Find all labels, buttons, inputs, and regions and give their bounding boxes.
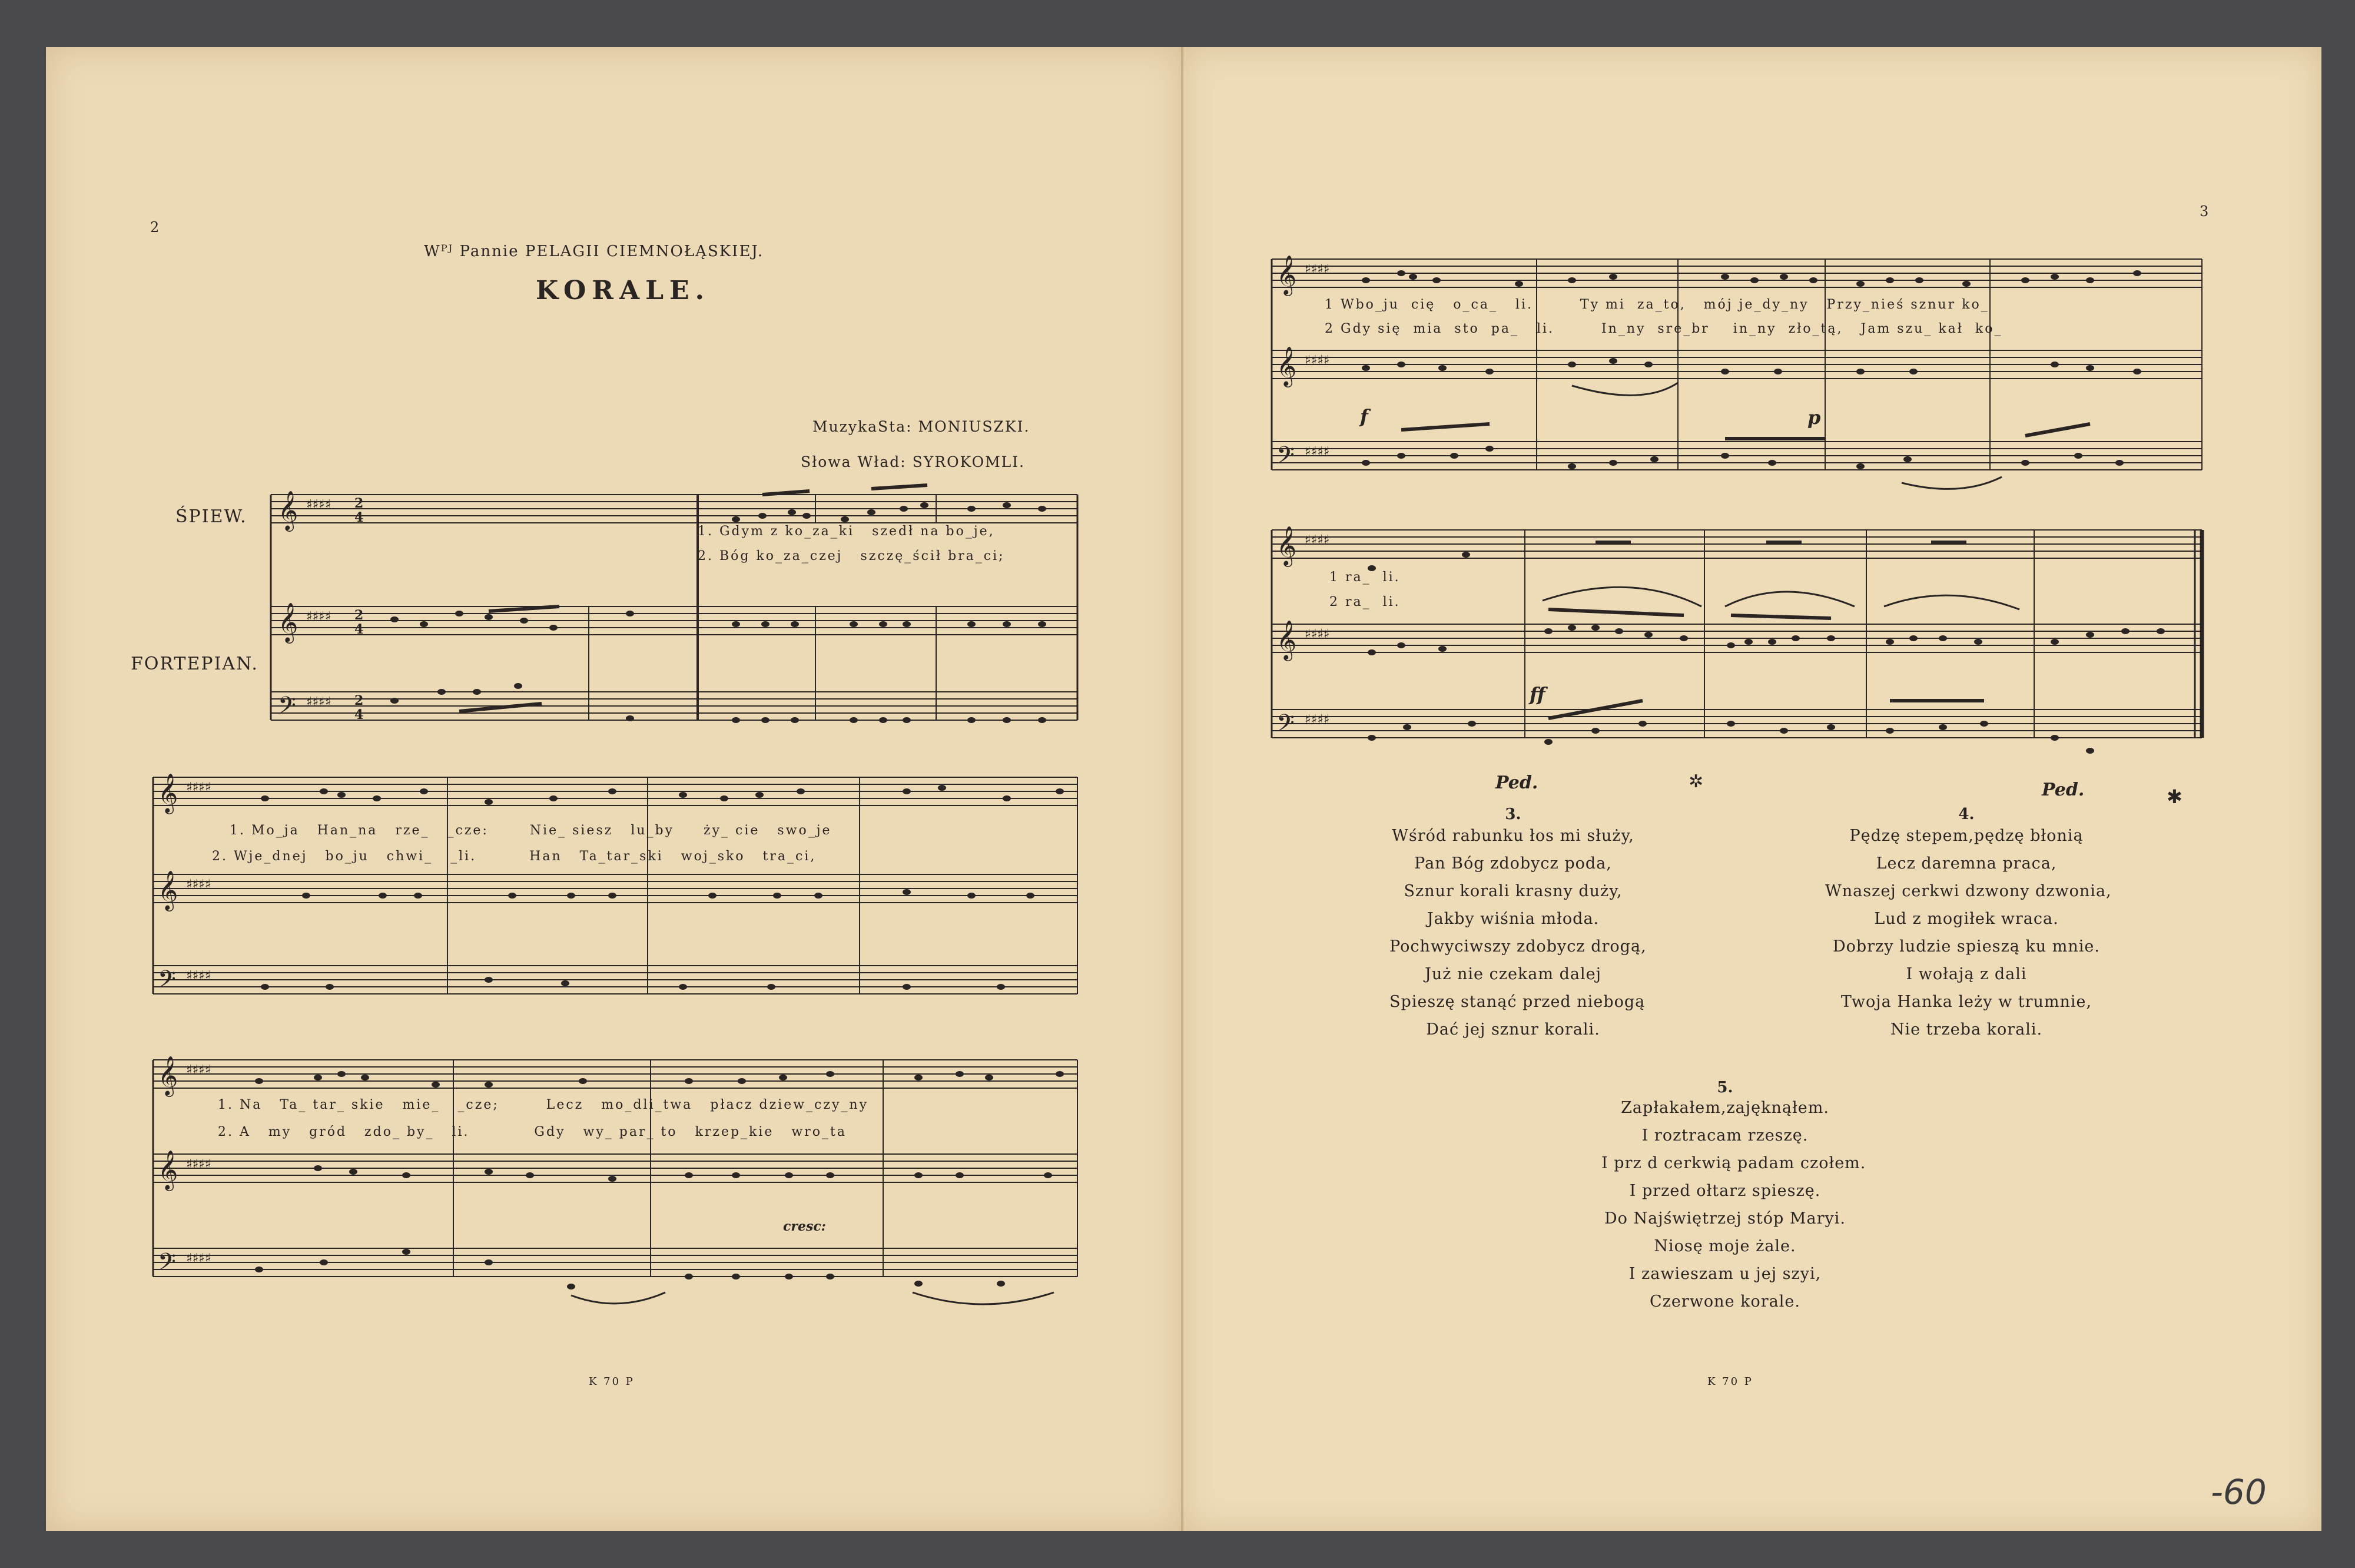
dynamic-p: p	[1807, 406, 1821, 429]
svg-text:♯♯♯♯: ♯♯♯♯	[186, 877, 211, 892]
svg-text:♯♯♯♯: ♯♯♯♯	[1305, 353, 1330, 368]
score-system-2-left	[147, 765, 1089, 1025]
svg-text:𝄞: 𝄞	[1276, 525, 1297, 565]
svg-text:♯♯♯♯: ♯♯♯♯	[306, 695, 331, 710]
svg-text:𝄞: 𝄞	[158, 1055, 178, 1095]
svg-text:♯♯♯♯: ♯♯♯♯	[186, 1157, 211, 1172]
svg-text:♯♯♯♯: ♯♯♯♯	[1305, 533, 1330, 548]
verse-line: Niosę moje żale.	[1654, 1237, 1796, 1255]
lyrics-line-2: 2. Bóg ko_za_czej szczę_ścił bra_ci;	[698, 549, 1005, 563]
verse-line: Już nie czekam dalej	[1425, 965, 1601, 983]
pedal-mark-1: Ped.	[1495, 773, 1538, 793]
dedication: Wᴾᴶ Pannie PELAGII CIEMNOŁĄSKIEJ.	[424, 243, 764, 260]
verse-line: Nie trzeba korali.	[1890, 1020, 2043, 1039]
pedal-release-icon: ✲	[1689, 771, 1704, 792]
page-title: KORALE.	[536, 276, 710, 306]
svg-text:♯♯♯♯: ♯♯♯♯	[1305, 712, 1330, 727]
verse-number: 5.	[1717, 1079, 1733, 1096]
svg-text:2: 2	[354, 608, 364, 623]
lyrics-line-8: 2 Gdy się mia sto pa_ li. In_ny sre_br in_ny zło_tą, Jam szu_ kał ko_	[1325, 321, 2003, 336]
lyrics-line-7: 1 Wbo_ju cię o_ca_ li. Ty mi za_to, mój je_dy_ny Przy_nieś sznur ko_	[1325, 297, 1989, 312]
svg-text:♯♯♯♯: ♯♯♯♯	[1305, 627, 1330, 642]
svg-text:𝄞: 𝄞	[1276, 346, 1297, 386]
svg-text:♯♯♯♯: ♯♯♯♯	[1305, 445, 1330, 459]
cresc-marking: cresc:	[783, 1219, 826, 1234]
svg-text:𝄞: 𝄞	[158, 773, 178, 813]
lyricist-credit: Słowa Wład: SYROKOMLI.	[801, 453, 1026, 470]
dynamic-ff: ff	[1530, 683, 1545, 705]
verse-line: Dać jej sznur korali.	[1426, 1020, 1600, 1039]
verse-line: Dobrzy ludzie spieszą ku mnie.	[1833, 937, 2100, 956]
verse-4	[1825, 805, 2112, 1039]
verse-line: I wołają z dali	[1906, 965, 2027, 983]
svg-text:4: 4	[354, 622, 364, 637]
lyrics-line-1: 1. Gdym z ko_za_ki szedł na bo_je,	[698, 524, 995, 539]
score-system-1-left	[265, 483, 1089, 742]
svg-text:𝄞: 𝄞	[278, 602, 298, 642]
svg-text:𝄢: 𝄢	[158, 966, 176, 999]
svg-text:♯♯♯♯: ♯♯♯♯	[186, 1251, 211, 1266]
svg-text:2: 2	[354, 693, 364, 708]
verse-line: Zapłakałem,zajęknąłem.	[1621, 1099, 1829, 1117]
verse-number: 3.	[1505, 805, 1521, 823]
verse-5	[1601, 1079, 1866, 1311]
composer-credit: MuzykaSta: MONIUSZKI.	[812, 418, 1030, 435]
verse-line: I prz d cerkwią padam czołem.	[1601, 1154, 1866, 1172]
verse-line: Pędzę stepem,pędzę błonią	[1849, 827, 2084, 845]
verse-line: Czerwone korale.	[1650, 1292, 1800, 1311]
lyrics-line-6: 2. A my gród zdo_ by_ li. Gdy wy_ par_ to krzep_kie wro_ta	[218, 1125, 847, 1139]
svg-text:𝄞: 𝄞	[1276, 619, 1297, 659]
dynamic-f: f	[1360, 405, 1368, 427]
svg-text:𝄞: 𝄞	[1276, 254, 1297, 294]
verse-line: I roztracam rzeszę.	[1641, 1126, 1809, 1145]
verse-line: I zawieszam u jej szyi,	[1628, 1265, 1822, 1283]
page-number-left: 2	[150, 219, 160, 236]
svg-text:♯♯♯♯: ♯♯♯♯	[306, 609, 331, 624]
verse-line: Twoja Hanka leży w trumnie,	[1840, 993, 2092, 1011]
svg-text:♯♯♯♯: ♯♯♯♯	[186, 1063, 211, 1078]
svg-text:♯♯♯♯: ♯♯♯♯	[186, 969, 211, 983]
lyrics-line-5: 1. Na Ta_ tar_ skie mie_ _cze; Lecz mo_dli_twa płacz dziew_czy_ny	[218, 1098, 868, 1112]
pedal-release-icon: ✱	[2167, 785, 2182, 808]
svg-text:4: 4	[354, 510, 364, 525]
svg-text:𝄞: 𝄞	[158, 870, 178, 910]
score-system-2-right	[1266, 506, 2208, 789]
pedal-mark-2: Ped.	[2042, 780, 2085, 800]
plate-number-right: K 70 P	[1707, 1375, 1753, 1388]
svg-text:2: 2	[354, 496, 364, 511]
verse-line: Lecz daremna praca,	[1876, 854, 2057, 873]
svg-text:♯♯♯♯: ♯♯♯♯	[1305, 262, 1330, 277]
verse-line: Lud z mogiłek wraca.	[1874, 910, 2059, 928]
svg-text:♯♯♯♯: ♯♯♯♯	[306, 498, 331, 512]
verse-line: Jakby wiśnia młoda.	[1427, 910, 1600, 928]
svg-text:𝄢: 𝄢	[158, 1248, 176, 1281]
svg-text:𝄢: 𝄢	[1276, 442, 1295, 475]
svg-text:𝄢: 𝄢	[278, 692, 296, 725]
verse-line: Pan Bóg zdobycz poda,	[1414, 854, 1612, 873]
verse-line: Spieszę stanąć przed niebogą	[1389, 993, 1646, 1011]
lyrics-line-3: 1. Mo_ja Han_na rze_ _cze: Nie_ siesz lu_by ży_ cie swo_je	[230, 823, 832, 838]
score-system-1-right	[1266, 236, 2208, 506]
page-number-right: 3	[2200, 203, 2209, 220]
verse-line: Pochwyciwszy zdobycz drogą,	[1389, 937, 1647, 956]
verse-line: Wśród rabunku łos mi służy,	[1392, 827, 1634, 845]
score-system-3-left	[147, 1048, 1089, 1319]
page-fold	[1181, 47, 1183, 1531]
svg-text:𝄢: 𝄢	[1276, 710, 1295, 742]
lyrics-line-10: 2 ra_ li.	[1329, 595, 1401, 609]
svg-text:4: 4	[354, 707, 364, 722]
verse-number: 4.	[1958, 805, 1975, 823]
lyrics-line-9: 1 ra_ li.	[1329, 570, 1401, 585]
verse-line: Wnaszej cerkwi dzwony dzwonia,	[1825, 882, 2112, 900]
verse-line: Sznur korali krasny duży,	[1404, 882, 1623, 900]
pencil-annotation: -60	[2211, 1472, 2267, 1512]
svg-text:♯♯♯♯: ♯♯♯♯	[186, 780, 211, 795]
svg-text:𝄞: 𝄞	[158, 1149, 178, 1189]
verse-line: I przed ołtarz spieszę.	[1629, 1182, 1821, 1200]
verse-line: Do Najświętrzej stóp Maryi.	[1604, 1209, 1846, 1228]
voice-label: ŚPIEW.	[175, 506, 247, 527]
svg-text:𝄞: 𝄞	[278, 490, 298, 530]
plate-number-left: K 70 P	[589, 1375, 635, 1388]
verse-3	[1389, 805, 1647, 1039]
lyrics-line-4: 2. Wje_dnej bo_ju chwi_ _li. Han Ta_tar_ski woj_sko tra_ci,	[212, 849, 817, 864]
piano-label: FORTEPIAN.	[131, 654, 258, 674]
